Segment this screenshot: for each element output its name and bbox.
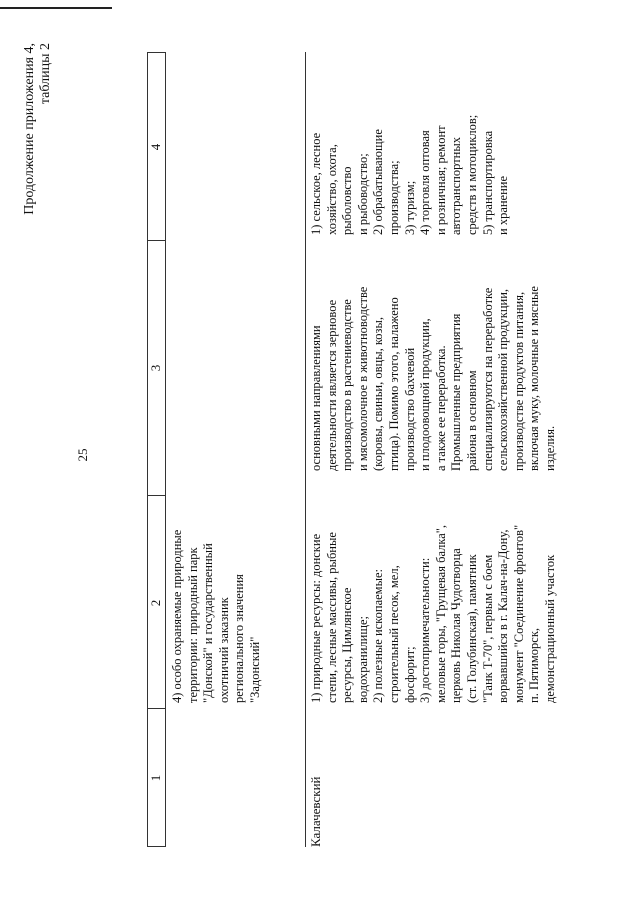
page-number: 25	[75, 448, 90, 462]
cell-line: "Донской" и государственный	[201, 543, 216, 703]
cell-line: и розничная; ремонт	[433, 125, 448, 235]
continuation-line-1: Продолжение приложения 4,	[22, 43, 37, 215]
cell-line: 1) природные ресурсы: донские	[309, 533, 323, 703]
cell-line: и плодоовощной продукции,	[418, 318, 433, 471]
cell-line: производство бахчевой	[402, 347, 417, 471]
cell-line: ворвавшийся в г. Калач-на-Дону,	[496, 529, 511, 703]
cell-line: 2) полезные ископаемые:	[371, 569, 386, 703]
cell-line: деятельности является зерновое	[324, 299, 339, 471]
cell-line: территории: природный парк	[185, 547, 200, 703]
cell-line: (коровы, свиньи, овцы, козы,	[371, 316, 386, 471]
continuation-line-2: таблицы 2	[38, 43, 53, 105]
table-top-rule	[147, 52, 148, 847]
cell-line: 3) достопримечательности:	[418, 557, 433, 703]
table-header-rule	[165, 52, 166, 847]
column-number-2: 2	[148, 599, 163, 607]
resources-cell	[309, 525, 559, 703]
cell-line: 2) обрабатывающие	[371, 129, 386, 235]
column-divider	[147, 708, 165, 709]
column-divider	[147, 495, 165, 496]
cell-line: 5) транспортировка	[480, 130, 495, 235]
column-divider	[147, 846, 165, 847]
cell-line: монумент "Соединение фронтов"	[511, 524, 526, 703]
cell-line: 3) туризм;	[402, 180, 417, 235]
cell-line: производстве продуктов питания,	[511, 291, 526, 471]
cell-line: меловые горы, "Грущевая балка",	[433, 524, 448, 703]
cell-line: ресурсы, Цимлянское	[340, 587, 355, 703]
cell-line: фосфорит;	[402, 646, 417, 703]
cell-line: 4) торговля оптовая	[418, 130, 433, 235]
cell-line: "Танк Т-70", первым с боем	[480, 554, 495, 703]
cell-line: производства;	[386, 160, 401, 235]
cell-line: специализируются на переработке	[480, 287, 495, 471]
cell-line: автотранспортных	[449, 137, 464, 235]
cell-line: 4) особо охраняемые природные	[170, 529, 184, 703]
cell-line: средств и мотоциклов;	[464, 114, 479, 235]
cell-line: церковь Николая Чудотворца	[449, 548, 464, 703]
cell-line: (ст. Голубинская), памятник	[464, 554, 479, 703]
economy-cell	[309, 286, 559, 471]
cell-line: а также ее переработка.	[433, 345, 448, 471]
cell-line: изделия.	[542, 425, 557, 471]
cell-line: основными направлениями	[309, 325, 323, 471]
cell-line: птица). Помимо этого, налажено	[386, 297, 401, 471]
column-divider	[147, 240, 165, 241]
cell-line: и рыбоводство;	[355, 153, 370, 235]
district-name: Калачевский	[308, 776, 323, 847]
column-number-4: 4	[148, 143, 163, 151]
column-divider	[147, 52, 165, 53]
cell-line: включая муку, молочные и мясные	[527, 286, 542, 471]
cell-line: п. Пятиморск,	[527, 627, 542, 703]
cell-line: 1) сельское, лесное	[309, 132, 323, 235]
cell-line: Промышленные предприятия	[449, 313, 464, 471]
cell-line: "Задонский"	[247, 636, 262, 703]
carry-over-cell	[170, 530, 264, 703]
activities-cell	[309, 115, 512, 235]
cell-line: степи, лесные массивы, рыбные	[324, 532, 339, 703]
continuation-note	[22, 43, 54, 215]
cell-line: производство в растениеводстве	[340, 299, 355, 471]
cell-line: рыболовство	[340, 166, 355, 235]
cell-line: регионального значения	[232, 574, 247, 703]
cell-line: района в основном	[464, 370, 479, 471]
table-row-rule	[305, 52, 306, 847]
cell-line: хозяйство, охота,	[324, 144, 339, 235]
cell-line: строительный песок, мел,	[386, 565, 401, 703]
cell-line: водохранилище;	[355, 615, 370, 703]
column-number-3: 3	[148, 364, 163, 372]
cell-line: и хранение	[496, 175, 511, 235]
cell-line: демонстрационный участок	[542, 554, 557, 703]
cell-line: сельскохозяйственной продукции,	[496, 288, 511, 471]
cell-line: и мясомолочное в животноводстве	[355, 286, 370, 471]
column-number-1: 1	[148, 774, 163, 782]
cell-line: охотничий заказник	[216, 597, 231, 703]
